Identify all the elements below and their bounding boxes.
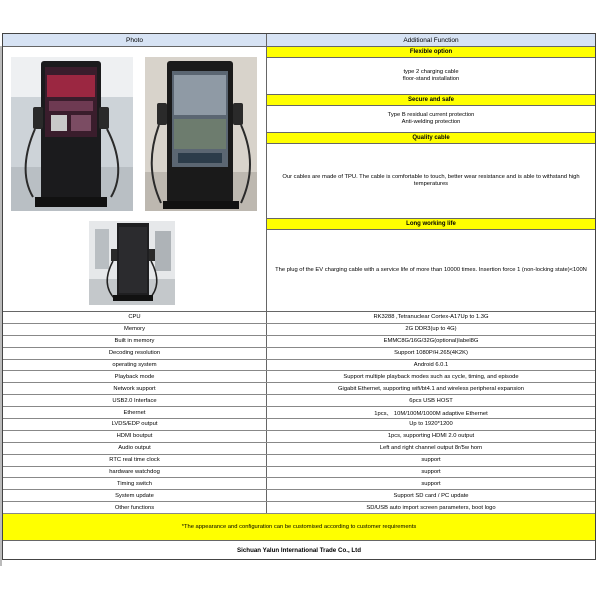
spec-value: support — [421, 480, 441, 487]
spec-row — [3, 431, 595, 443]
spec-value: SD/USB auto import screen parameters, boot logo — [366, 504, 496, 511]
spec-name: LVDS/EDP output — [3, 419, 267, 430]
spec-row — [3, 502, 595, 514]
spec-value: RK3288 ,Tetranuclear Cortex-A17Up to 1.3G — [373, 314, 489, 321]
spec-value: EMMC8G/16G/32G(optional)label8G — [383, 338, 479, 345]
spec-value: Gigabit Ethernet, supporting wifi/bt4.1 and wireless peripheral expansion — [338, 385, 524, 392]
spec-row — [3, 336, 595, 348]
spec-row — [3, 467, 595, 479]
spec-row — [3, 478, 595, 490]
spec-row — [3, 419, 595, 431]
company-name: Sichuan Yalun International Trade Co., Ltd — [237, 546, 361, 554]
function-title-flexible: Flexible option — [267, 47, 595, 58]
spec-value: Support SD card / PC update — [393, 492, 469, 499]
spec-name: operating system — [3, 360, 267, 371]
spec-row — [3, 443, 595, 455]
function-column-header: Additional Function — [403, 36, 459, 44]
spec-row — [3, 395, 595, 407]
spec-name: System update — [3, 490, 267, 501]
spec-row — [3, 371, 595, 383]
spec-value: 2G DDR3(up to 4G) — [405, 326, 457, 333]
spec-row — [3, 455, 595, 467]
spec-value: Support 1080P/H.265(4K2K) — [394, 350, 468, 357]
spec-value: 6pcs USB HOST — [409, 397, 453, 404]
spec-name: Ethernet — [3, 407, 267, 418]
spec-row — [3, 490, 595, 502]
photo-function-block — [3, 47, 595, 312]
spec-table — [3, 312, 595, 514]
photo-charger-back-view — [89, 221, 175, 305]
spec-name: Network support — [3, 383, 267, 394]
spec-row — [3, 324, 595, 336]
spec-name: Memory — [3, 324, 267, 335]
spec-name: Playback mode — [3, 371, 267, 382]
spec-row — [3, 348, 595, 360]
spec-name: Decoding resolution — [3, 348, 267, 359]
spec-name: HDMI boutput — [3, 431, 267, 442]
spec-value: support — [421, 457, 441, 464]
spec-value: Left and right channel output 8r/5w horn — [379, 445, 483, 452]
spec-name: hardware watchdog — [3, 467, 267, 478]
spec-value: support — [421, 469, 441, 476]
spec-value: 1pcs、 10M/100M/1000M adaptive Ethernet — [374, 411, 488, 418]
spec-value: 1pcs, supporting HDMI 2.0 output — [387, 433, 475, 440]
function-title-secure: Secure and safe — [267, 95, 595, 106]
spec-name: Timing switch — [3, 478, 267, 489]
spec-value: Support multiple playback modes such as cycle, timing, and episode — [343, 373, 519, 380]
customisation-note: *The appearance and configuration can be customised according to customer requirements — [3, 514, 595, 541]
spec-row — [3, 383, 595, 395]
function-title-lifetime: Long working life — [267, 219, 595, 230]
photo-charger-front-screen — [11, 57, 133, 211]
spec-name: Built in memory — [3, 336, 267, 347]
spec-name: Audio output — [3, 443, 267, 454]
spec-value: Android 6.0.1 — [413, 362, 449, 368]
spec-sheet — [2, 33, 596, 560]
spec-name: RTC real time clock — [3, 455, 267, 466]
spec-name: Other functions — [3, 502, 267, 513]
function-panel — [267, 47, 595, 311]
spec-row — [3, 312, 595, 324]
function-body-lifetime: The plug of the EV charging cable with a service life of more than 10000 times. Insertion force 1 (non-locking state)<100N — [275, 267, 587, 273]
table-header — [3, 34, 595, 47]
function-body-secure: Type B residual current protection Anti-welding protection — [267, 106, 595, 133]
spec-row — [3, 407, 595, 419]
function-title-quality: Quality cable — [267, 133, 595, 144]
photo-column-header: Photo — [3, 34, 267, 46]
photo-panel — [3, 47, 267, 311]
spec-name: CPU — [3, 312, 267, 323]
function-body-quality: Our cables are made of TPU. The cable is comfortable to touch, better wear resistance and is able to withstand high temperatures — [267, 144, 595, 219]
function-body-flexible: type 2 charging cable floor-stand installation — [267, 58, 595, 95]
spec-name: USB2.0 Interface — [3, 395, 267, 406]
spec-row — [3, 360, 595, 372]
photo-charger-installed-lobby — [145, 57, 257, 211]
spec-value: Up to 1920*1200 — [409, 421, 453, 428]
